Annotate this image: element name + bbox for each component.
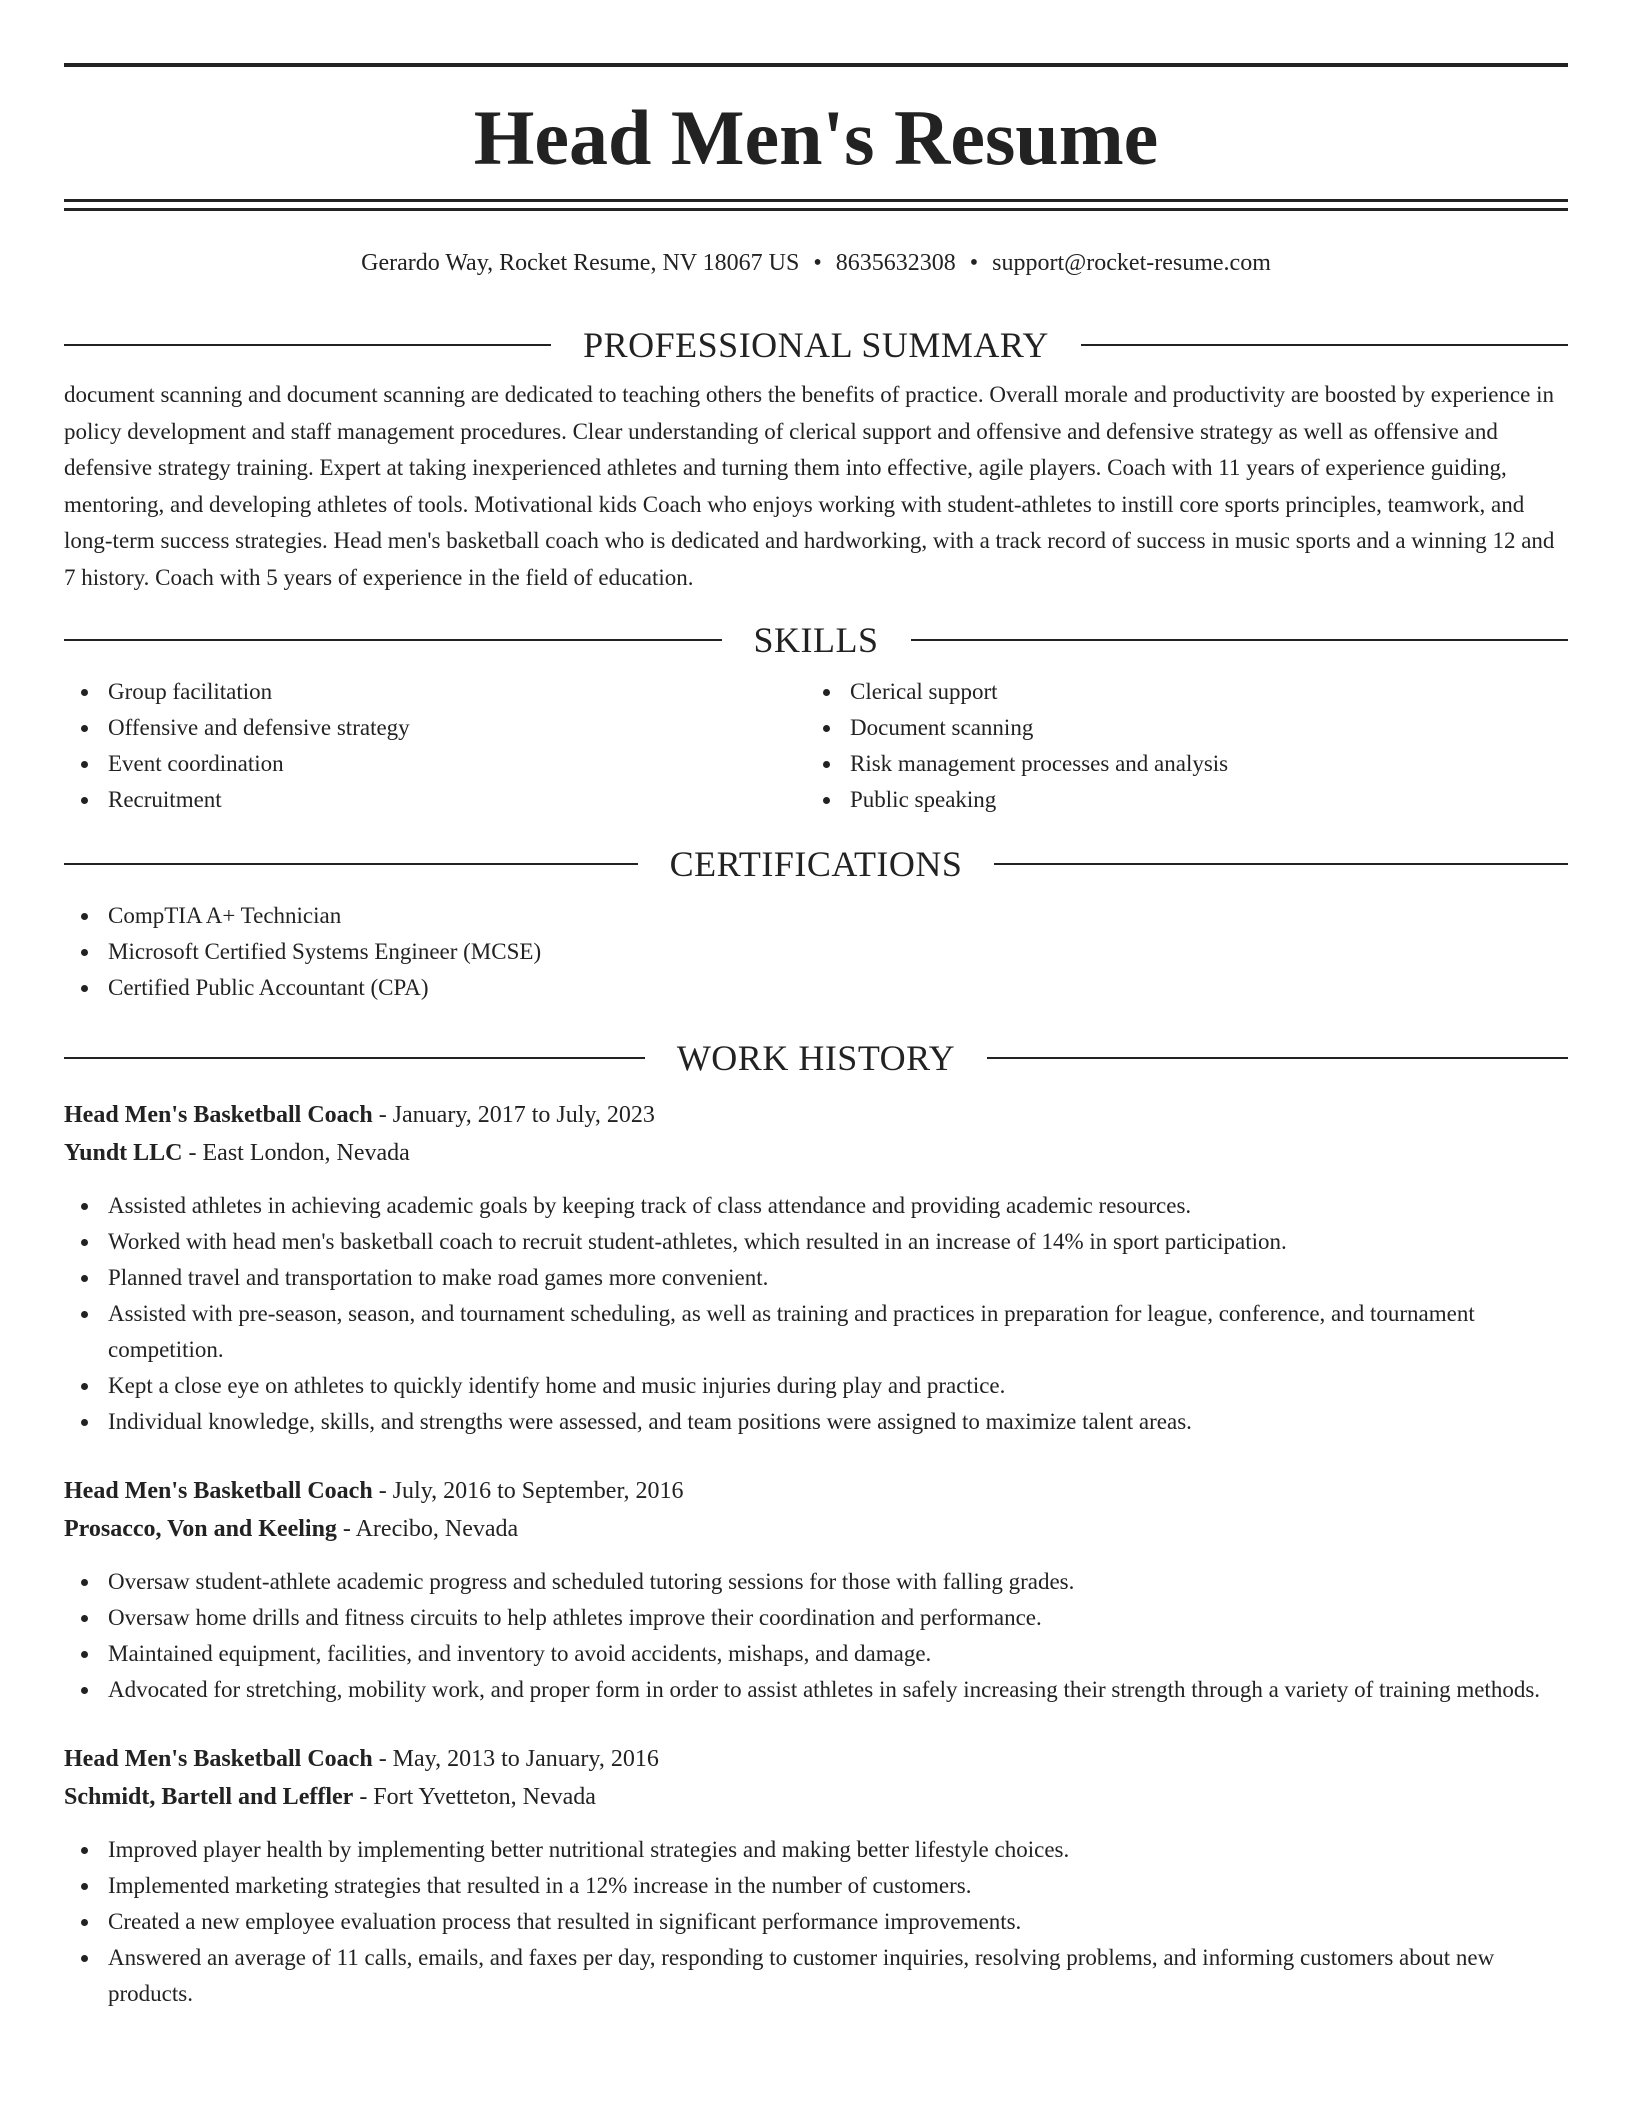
- skill-item: Event coordination: [64, 746, 806, 782]
- certifications-heading-text: CERTIFICATIONS: [669, 844, 963, 884]
- job-title: Head Men's Basketball Coach: [64, 1478, 373, 1504]
- contact-separator: •: [969, 250, 979, 276]
- job-bullet: Kept a close eye on athletes to quickly identify home and music injuries during play and practice.: [64, 1368, 1568, 1404]
- skills-heading-text: SKILLS: [753, 620, 879, 660]
- job-bullet: Maintained equipment, facilities, and inventory to avoid accidents, mishaps, and damage.: [64, 1636, 1568, 1672]
- job-bullets: [64, 1188, 1568, 1440]
- summary-heading-text: PROFESSIONAL SUMMARY: [583, 325, 1049, 365]
- job-bullet: Implemented marketing strategies that resulted in a 12% increase in the number of customers.: [64, 1868, 1568, 1904]
- certifications-list: [64, 898, 1568, 1006]
- work-history-section-heading: [64, 1036, 1568, 1080]
- skills-grid: [64, 674, 1568, 818]
- job-entry: [64, 1740, 1568, 2012]
- job-title-line: [64, 1472, 1568, 1510]
- job-company-line: [64, 1778, 1568, 1816]
- contact-email: support@rocket-resume.com: [992, 250, 1271, 276]
- skill-item: Public speaking: [806, 782, 1548, 818]
- certifications-section-heading: [64, 842, 1568, 886]
- certification-item: Microsoft Certified Systems Engineer (MCSE): [64, 934, 1568, 970]
- job-bullet: Assisted with pre-season, season, and tournament scheduling, as well as training and practices in preparation for league, conference, and tournament competition.: [64, 1296, 1568, 1368]
- professional-summary: document scanning and document scanning are dedicated to teaching others the benefits of practice. Overall morale and productivity are boosted by experience in policy development and staff management procedures. Clear understanding of clerical support and offensive and defensive strategy as well as offensive and defensive strategy training. Expert at taking inexperienced athletes and turning them into effective, agile players. Coach with 11 years of experience guiding, mentoring, and developing athletes of tools. Motivational kids Coach who enjoys working with student-athletes to instill core sports principles, teamwork, and long-term success strategies. Head men's basketball coach who is dedicated and hardworking, with a track record of success in music sports and a winning 12 and 7 history. Coach with 5 years of experience in the field of education.: [64, 382, 1555, 590]
- summary-section-heading: [64, 323, 1568, 367]
- job-company: Yundt LLC: [64, 1140, 183, 1166]
- job-company: Prosacco, Von and Keeling: [64, 1516, 337, 1542]
- contact-phone: 8635632308: [835, 250, 956, 276]
- job-bullets: [64, 1564, 1568, 1708]
- job-bullet: Individual knowledge, skills, and strengths were assessed, and team positions were assigned to maximize talent areas.: [64, 1404, 1568, 1440]
- contact-address: Gerardo Way, Rocket Resume, NV 18067 US: [361, 250, 800, 276]
- job-bullet: Assisted athletes in achieving academic goals by keeping track of class attendance and providing academic resources.: [64, 1188, 1568, 1224]
- job-dates: - January, 2017 to July, 2023: [372, 1102, 655, 1128]
- job-bullet: Created a new employee evaluation process that resulted in significant performance improvements.: [64, 1904, 1568, 1940]
- skill-item: Group facilitation: [64, 674, 806, 710]
- job-entry: [64, 1472, 1568, 1708]
- job-location: - Fort Yvetteton, Nevada: [353, 1784, 596, 1810]
- job-bullet: Improved player health by implementing better nutritional strategies and making better lifestyle choices.: [64, 1832, 1568, 1868]
- job-location: - East London, Nevada: [182, 1140, 410, 1166]
- contact-separator: •: [813, 250, 822, 276]
- job-entry: [64, 1096, 1568, 1440]
- job-company-line: [64, 1510, 1568, 1548]
- job-dates: - May, 2013 to January, 2016: [372, 1746, 659, 1772]
- job-bullet: Planned travel and transportation to make road games more convenient.: [64, 1260, 1568, 1296]
- skills-section-heading: [64, 618, 1568, 662]
- skills-column-left: [64, 674, 806, 818]
- title-double-rule: [64, 199, 1568, 211]
- job-bullets: [64, 1832, 1568, 2012]
- work-history-list: [64, 1096, 1568, 2012]
- resume-page: [64, 63, 1568, 2012]
- skill-item: Offensive and defensive strategy: [64, 710, 806, 746]
- skill-item: Document scanning: [806, 710, 1548, 746]
- skill-item: Clerical support: [806, 674, 1548, 710]
- skill-item: Recruitment: [64, 782, 806, 818]
- skill-item: Risk management processes and analysis: [806, 746, 1548, 782]
- job-company-line: [64, 1134, 1568, 1172]
- job-bullet: Advocated for stretching, mobility work, and proper form in order to assist athletes in safely increasing their strength through a variety of training methods.: [64, 1672, 1568, 1708]
- job-bullet: Worked with head men's basketball coach to recruit student-athletes, which resulted in an increase of 14% in sport participation.: [64, 1224, 1568, 1260]
- job-bullet: Answered an average of 11 calls, emails, and faxes per day, responding to customer inquiries, resolving problems, and informing customers about new products.: [64, 1940, 1568, 2012]
- certification-item: Certified Public Accountant (CPA): [64, 970, 1568, 1006]
- contact-line: [64, 247, 1568, 279]
- job-dates: - July, 2016 to September, 2016: [372, 1478, 684, 1504]
- job-title: Head Men's Basketball Coach: [64, 1746, 373, 1772]
- job-title-line: [64, 1096, 1568, 1134]
- job-location: - Arecibo, Nevada: [336, 1516, 519, 1542]
- job-title-line: [64, 1740, 1568, 1778]
- resume-title: Head Men's Resume: [473, 94, 1159, 181]
- work-history-heading-text: WORK HISTORY: [676, 1038, 956, 1078]
- certification-item: CompTIA A+ Technician: [64, 898, 1568, 934]
- job-bullet: Oversaw home drills and fitness circuits to help athletes improve their coordination and performance.: [64, 1600, 1568, 1636]
- job-bullet: Oversaw student-athlete academic progress and scheduled tutoring sessions for those with falling grades.: [64, 1564, 1568, 1600]
- job-title: Head Men's Basketball Coach: [64, 1102, 373, 1128]
- job-company: Schmidt, Bartell and Leffler: [64, 1784, 354, 1810]
- skills-column-right: [806, 674, 1548, 818]
